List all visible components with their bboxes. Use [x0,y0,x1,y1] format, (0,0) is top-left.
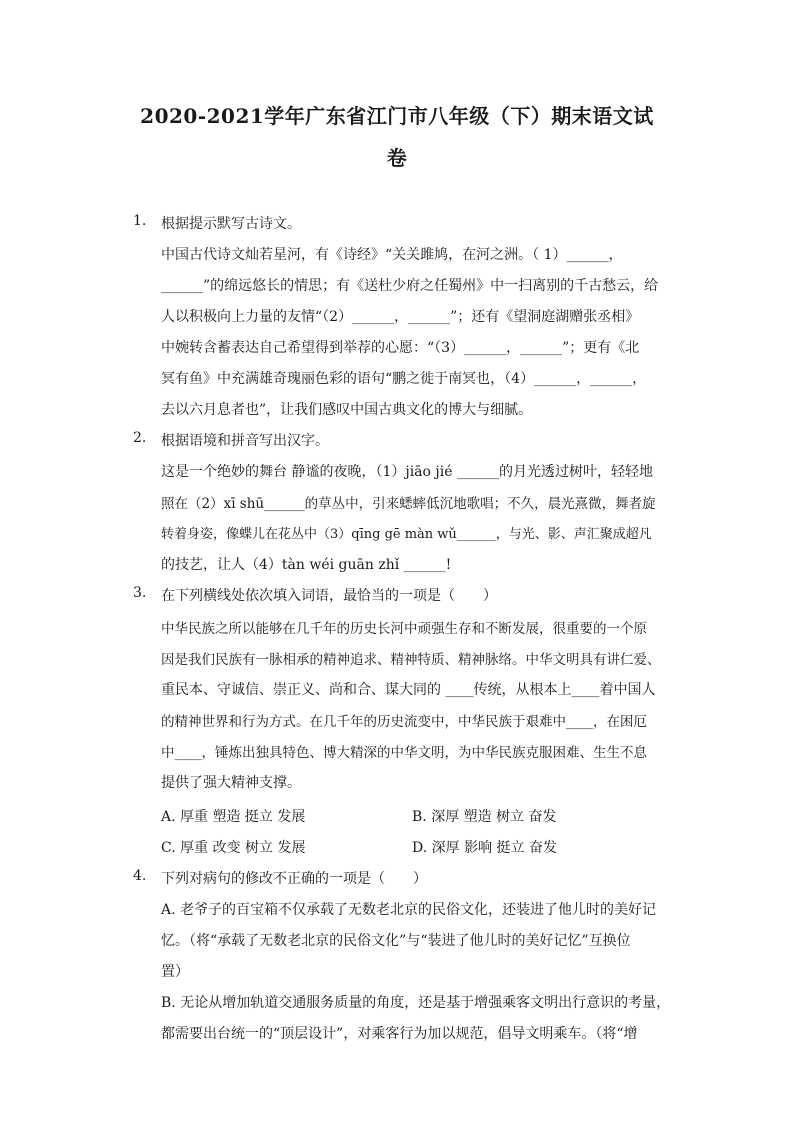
question-4-option-text-line: A. 老爷子的百宝箱不仅承载了无数老北京的民俗文化，还装进了他儿时的美好记 [161,902,657,918]
question-4-option-text-line: 置） [161,964,189,980]
question-3-passage-line: 中华民族之所以能够在几千年的历史长河中顽强生存和不断发展，很重要的一个原 [161,621,647,637]
question-1-text-line: 中国古代诗文灿若星河，有《诗经》“关关雎鸠，在河之洲。（ 1）______， [161,247,623,263]
question-3-option-b[interactable]: B. 深厚 塑造 树立 奋发 [412,809,557,825]
question-3-option-c[interactable]: C. 厚重 改变 树立 发展 [161,840,306,856]
question-2-prompt: 根据语境和拼音写出汉字。 [161,433,329,449]
question-3-passage-line: 提供了强大精神支撑。 [161,775,301,791]
question-2-number: 2. [133,430,147,446]
question-2-text-line: 转着身姿，像蝶儿在花丛中（3）qīng gē màn wǔ______，与光、影、声汇聚成超凡 [161,527,652,542]
question-1-number: 1. [133,213,147,229]
question-2-text-line: 的技艺，让人（4）tàn wéi guān zhǐ ______! [161,557,452,573]
question-1-text-line: 冥有鱼》中充满雄奇瑰丽色彩的语句“鹏之徙于南冥也，（4）______，______， [161,371,647,387]
question-3-passage-line: 因是我们民族有一脉相承的精神追求、精神特质、精神脉络。中华文明具有讲仁爱、 [161,652,661,668]
question-1-text-line: ______”的绵远悠长的情思；有《送杜少府之任蜀州》中一扫离别的千古愁云，给 [161,278,659,294]
question-1-text-line: 去以六月息者也”，让我们感叹中国古典文化的博大与细腻。 [161,402,533,418]
question-4-number: 4. [133,868,147,884]
question-3-passage-line: 重民本、守诚信、崇正义、尚和合、谋大同的 ____传统，从根本上____着中国人 [161,682,656,698]
question-4-option-text-line: 都需要出台统一的“顶层设计”，对乘客行为加以规范，倡导文明乘车。（将“增 [161,1026,638,1042]
question-3-number: 3. [133,585,147,601]
question-2-text-line: 照在（2）xī shū______的草丛中，引来蟋蟀低沉地歌唱；不久，晨光熹微，舞者旋 [161,496,656,512]
question-4-option-text-line: 忆。（将“承载了无数老北京的民俗文化”与“装进了他儿时的美好记忆”互换位 [161,933,631,949]
question-1-prompt: 根据提示默写古诗文。 [161,216,301,232]
question-3-passage-line: 的精神世界和行为方式。在几千年的历史流变中，中华民族于艰难中____，在困厄 [161,714,647,730]
question-1-text-line: 人以积极向上力量的友情“（2）______，______”；还有《望洞庭湖赠张丞相》 [161,309,640,325]
question-4-prompt: 下列对病句的修改不正确的一项是（ ） [161,871,427,887]
question-3-prompt: 在下列横线处依次填入词语，最恰当的一项是（ ） [161,588,497,604]
question-3-option-a[interactable]: A. 厚重 塑造 挺立 发展 [161,809,306,825]
exam-title-line-2: 卷 [386,146,408,170]
question-3-passage-line: 中____，锤炼出独具特色、博大精深的中华文明，为中华民族克服困难、生生不息 [161,745,647,761]
exam-title-line-1: 2020-2021学年广东省江门市八年级（下）期末语文试 [140,104,654,128]
question-4-option-text-line: B. 无论从增加轨道交通服务质量的角度，还是基于增强乘客文明出行意识的考量， [161,995,671,1011]
question-2-text-line: 这是一个绝妙的舞台 静谧的夜晚，（1）jiāo jié ______的月光透过树叶，轻轻地 [161,464,653,480]
question-3-option-d[interactable]: D. 深厚 影响 挺立 奋发 [412,840,557,856]
question-1-text-line: 中婉转含蓄表达自己希望得到举荐的心愿：“（3）______，______”；更有《北 [161,340,640,356]
